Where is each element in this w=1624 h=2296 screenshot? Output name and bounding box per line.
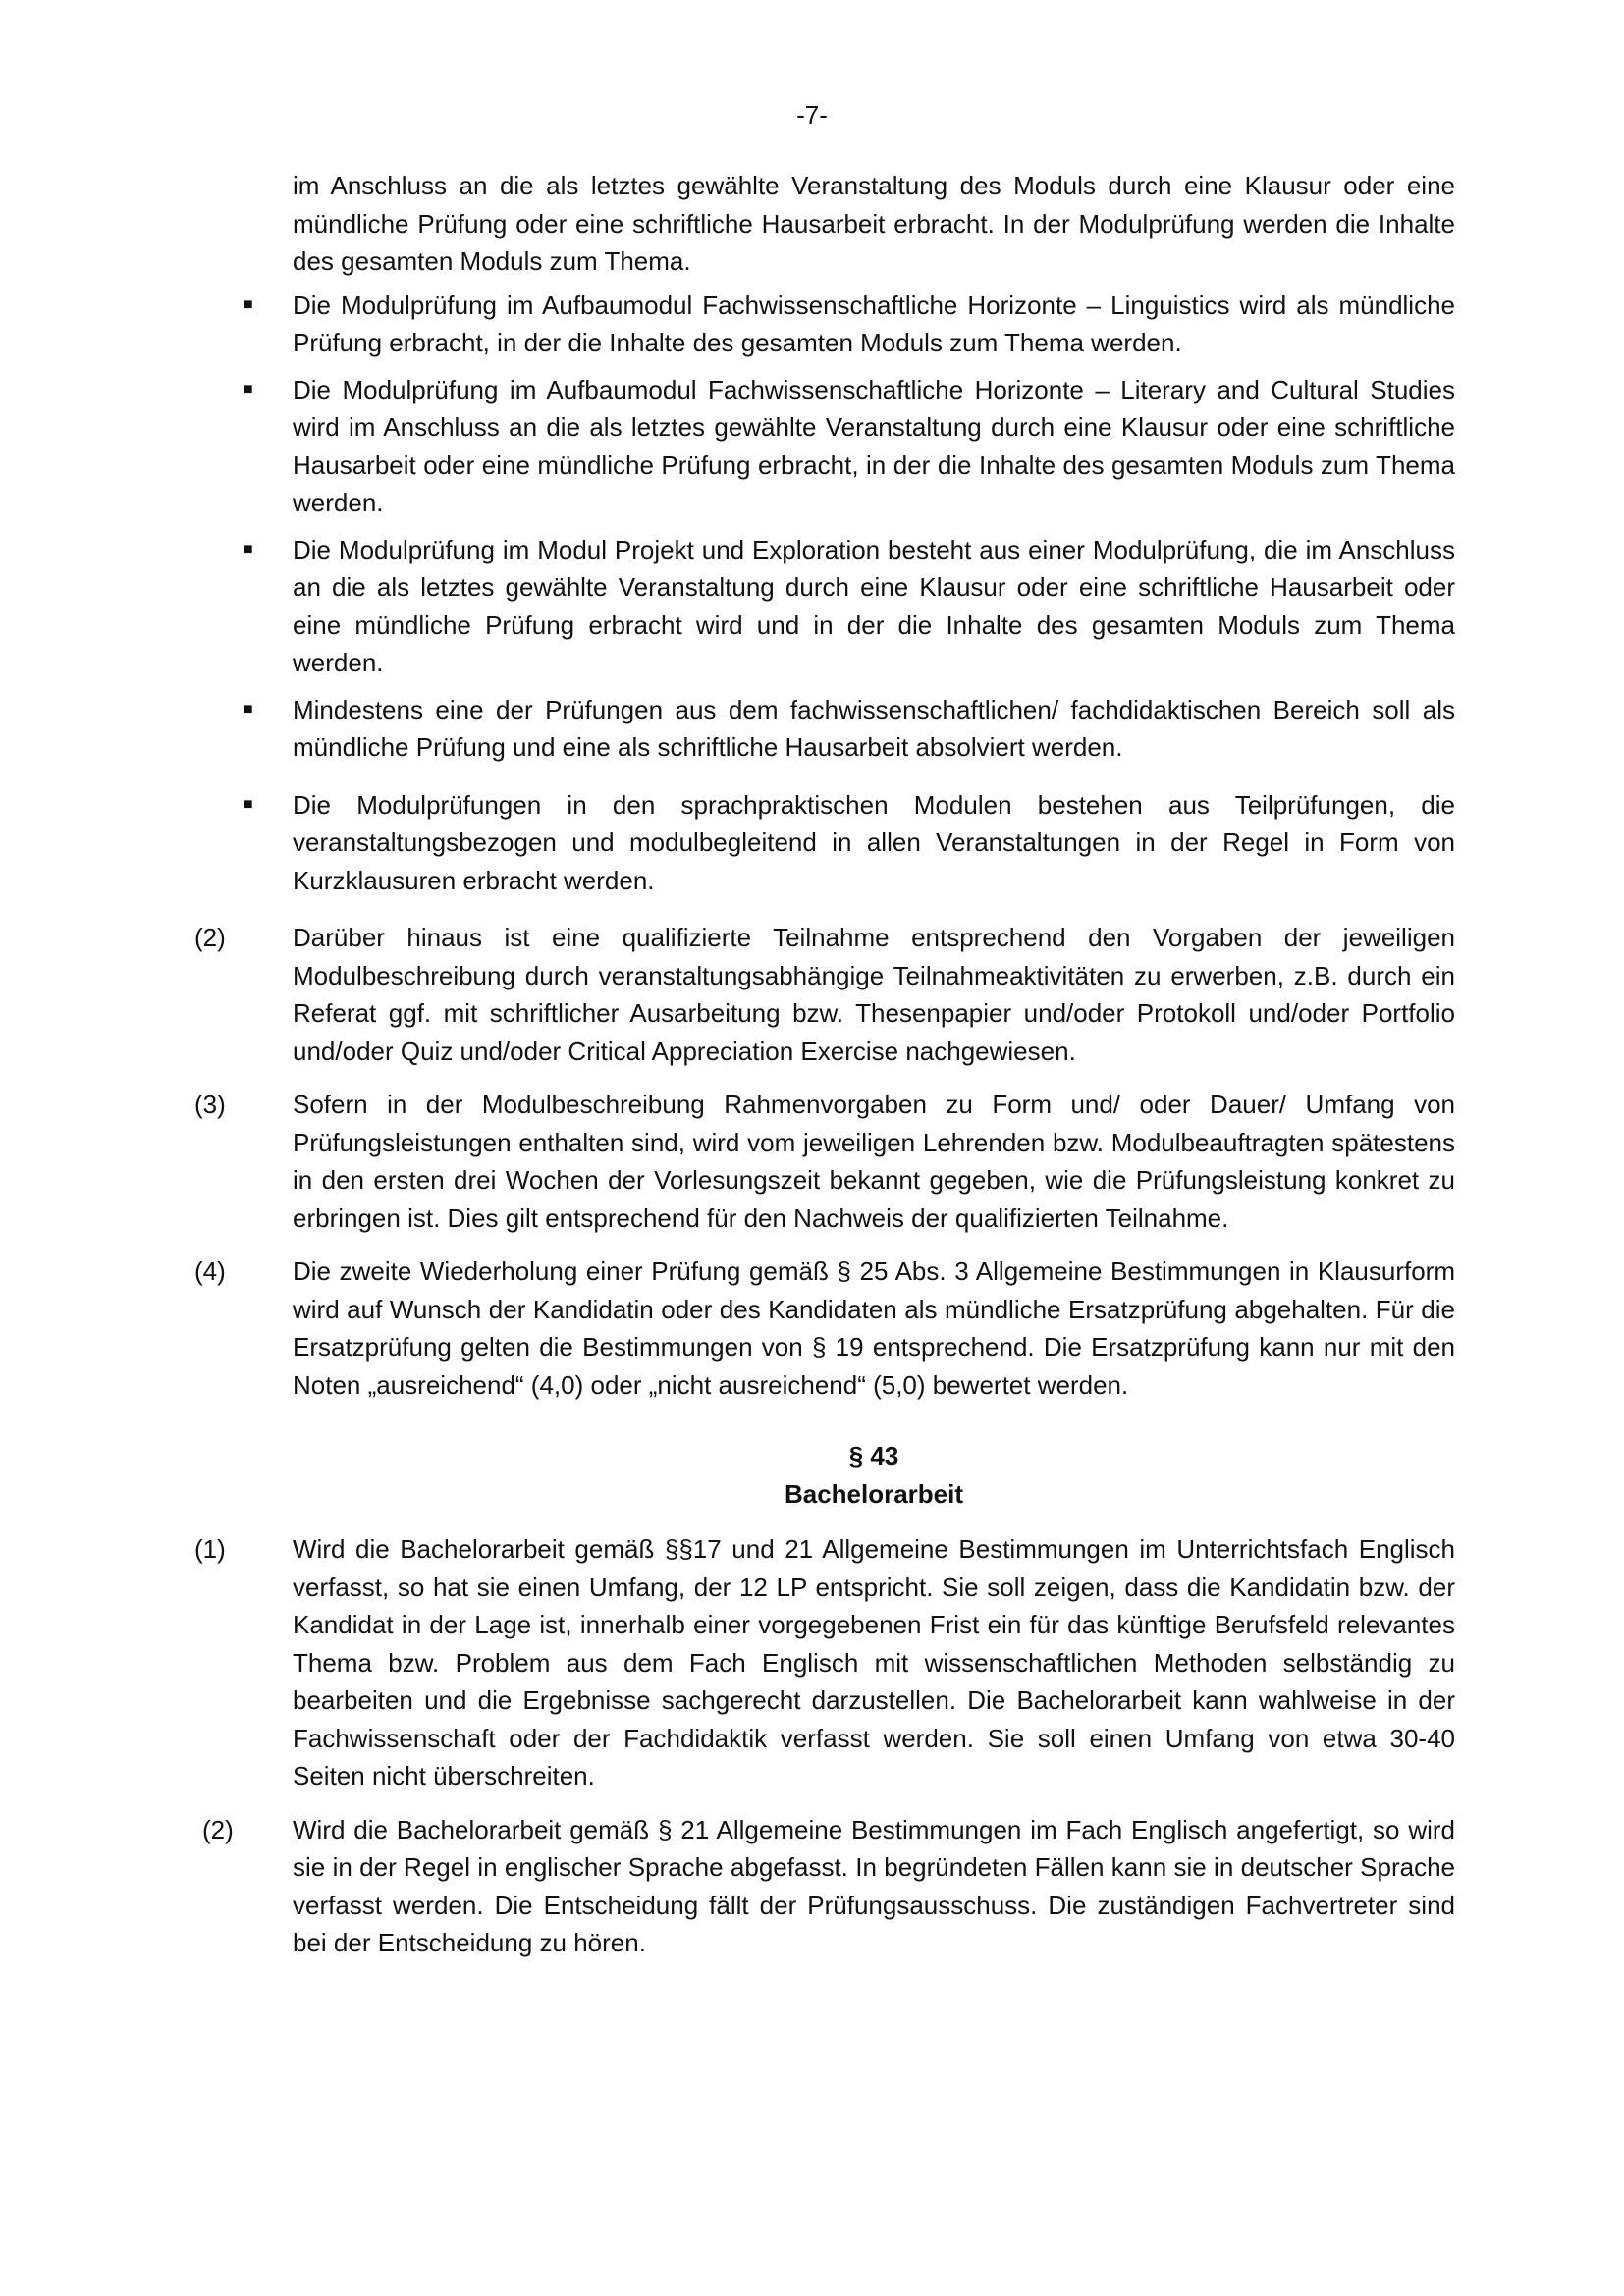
bullet-text: Die Modulprüfungen in den sprachpraktischen Modulen bestehen aus Teilprüfungen, die veranstaltungsbezogen und modulbegleitend in allen Veranstaltungen in der Regel in Form von Kurzklausuren erbracht werden. bbox=[293, 789, 1455, 895]
section43-paragraph-1 bbox=[194, 1530, 1455, 1795]
paragraph-text: Die zweite Wiederholung einer Prüfung gemäß § 25 Abs. 3 Allgemeine Bestimmungen in Klausurform wird auf Wunsch der Kandidatin oder des Kandidaten als mündliche Ersatzprüfung abgehalten. Für die Ersatzprüfung gelten die Bestimmungen von § 19 entsprechend. Die Ersatzprüfung kann nur mit den Noten „ausreichend“ (4,0) oder „nicht ausreichend“ (5,0) bewertet werden. bbox=[293, 1256, 1455, 1400]
paragraph-text: Wird die Bachelorarbeit gemäß § 21 Allgemeine Bestimmungen im Fach Englisch angefertigt, so wird sie in der Regel in englischer Sprache abgefasst. In begründeten Fällen kann sie in deutscher Sprache verfasst werden. Die Entscheidung fällt der Prüfungsausschuss. Die zuständigen Fachvertreter sind bei der Entscheidung zu hören. bbox=[293, 1814, 1455, 1957]
bullet-square-icon: ■ bbox=[244, 380, 253, 398]
bullet-item bbox=[244, 371, 1455, 522]
bullet-item bbox=[244, 786, 1455, 900]
paragraph-3 bbox=[194, 1086, 1455, 1237]
section-title: Bachelorarbeit bbox=[784, 1478, 964, 1509]
paragraph-text: Darüber hinaus ist eine qualifizierte Teilnahme entsprechend den Vorgaben der jeweiligen Modulbeschreibung durch veranstaltungsabhängige Teilnahmeaktivitäten zu erwerben, z.B. durch ein Referat ggf. mit schriftlicher Ausarbeitung bzw. Thesenpapier und/oder Protokoll und/oder Portfolio und/oder Quiz und/oder Critical Appreciation Exercise nachgewiesen. bbox=[293, 923, 1455, 1066]
bullet-square-icon: ■ bbox=[244, 295, 253, 313]
bullet-text: Die Modulprüfung im Aufbaumodul Fachwissenschaftliche Horizonte – Linguistics wird als mündliche Prüfung erbracht, in der die Inhalte des gesamten Moduls zum Thema werden. bbox=[293, 290, 1455, 357]
paragraph-2 bbox=[194, 919, 1455, 1070]
bullet-square-icon: ■ bbox=[244, 540, 253, 558]
paragraph-number: (4) bbox=[194, 1256, 226, 1286]
paragraph-text: Wird die Bachelorarbeit gemäß §§17 und 21 Allgemeine Bestimmungen im Unterrichtsfach Englisch verfasst, so hat sie einen Umfang, der 12 LP entspricht. Sie soll zeigen, dass die Kandidatin bzw. der Kandidat in der Lage ist, innerhalb einer vorgegebenen Frist ein für das künftige Berufsfeld relevantes Thema bzw. Problem aus dem Fach Englisch mit wissenschaftlichen Methoden selbständig zu bearbeiten und die Ergebnisse sachgerecht darzustellen. Die Bachelorarbeit kann wahlweise in der Fachwissenschaft oder der Fachdidaktik verfasst werden. Sie soll einen Umfang von etwa 30-40 Seiten nicht überschreiten. bbox=[293, 1534, 1455, 1790]
bullet-item bbox=[244, 691, 1455, 767]
bullet-item bbox=[244, 287, 1455, 362]
paragraph-text: Sofern in der Modulbeschreibung Rahmenvorgaben zu Form und/ oder Dauer/ Umfang von Prüfungsleistungen enthalten sind, wird vom jeweiligen Lehrenden bzw. Modulbeauftragten spätestens in den ersten drei Wochen der Vorlesungszeit bekannt gegeben, wie die Prüfungsleistung konkret zu erbringen ist. Dies gilt entsprechend für den Nachweis der qualifizierten Teilnahme. bbox=[293, 1090, 1455, 1233]
bullet-square-icon: ■ bbox=[244, 700, 253, 718]
bullet-text: Die Modulprüfung im Modul Projekt und Exploration besteht aus einer Modulprüfung, die im Anschluss an die als letztes gewählte Veranstaltung durch eine Klausur oder eine schriftliche Hausarbeit oder eine mündliche Prüfung erbracht wird und in der die Inhalte des gesamten Moduls zum Thema werden. bbox=[293, 534, 1455, 677]
bullet-text: Die Modulprüfung im Aufbaumodul Fachwissenschaftliche Horizonte – Literary and Cultural Studies wird im Anschluss an die als letztes gewählte Veranstaltung durch eine Klausur oder eine schriftliche Hausarbeit oder eine mündliche Prüfung erbracht, in der die Inhalte des gesamten Moduls zum Thema werden. bbox=[293, 374, 1455, 517]
intro-paragraph: im Anschluss an die als letztes gewählte Veranstaltung des Moduls durch eine Klausur oder eine mündliche Prüfung oder eine schriftliche Hausarbeit erbracht. In der Modulprüfung werden die Inhalte des gesamten Moduls zum Thema. bbox=[293, 171, 1455, 276]
section-number: § 43 bbox=[848, 1441, 899, 1470]
paragraph-number: (2) bbox=[194, 923, 226, 952]
paragraph-number: (3) bbox=[194, 1090, 226, 1119]
bullet-square-icon: ■ bbox=[244, 795, 253, 813]
bullet-text: Mindestens eine der Prüfungen aus dem fachwissenschaftlichen/ fachdidaktischen Bereich soll als mündliche Prüfung und eine als schriftliche Hausarbeit absolviert werden. bbox=[293, 694, 1455, 762]
bullet-item bbox=[244, 531, 1455, 682]
page-number: -7- bbox=[796, 100, 828, 130]
section43-paragraph-2 bbox=[202, 1811, 1455, 1962]
paragraph-number: (2) bbox=[202, 1814, 234, 1844]
paragraph-number: (1) bbox=[194, 1534, 226, 1564]
document-body bbox=[0, 167, 1624, 1962]
paragraph-4 bbox=[194, 1253, 1455, 1404]
